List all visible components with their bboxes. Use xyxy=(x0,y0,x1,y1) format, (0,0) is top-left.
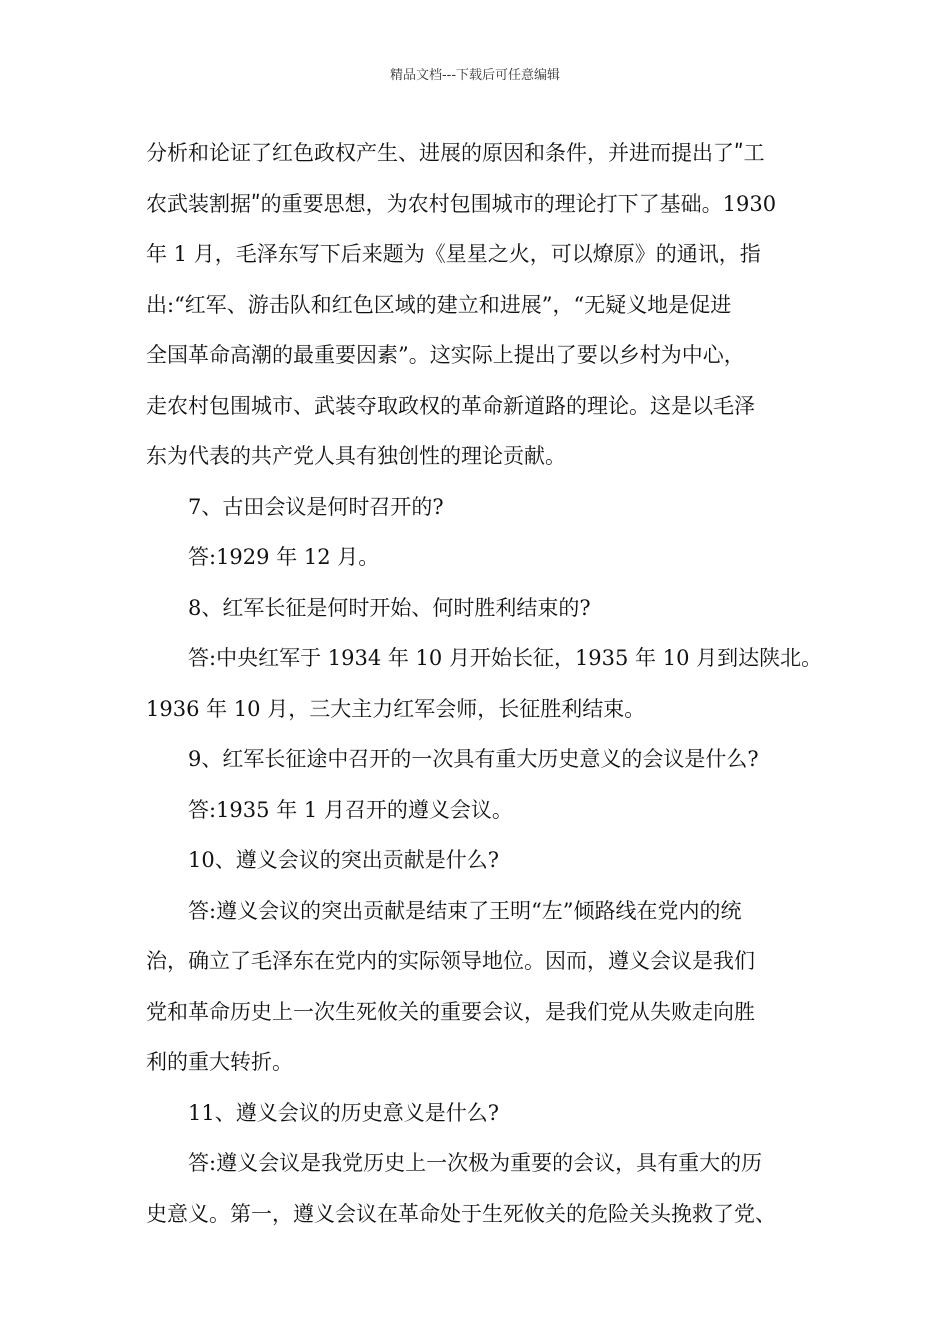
text-line: 分析和论证了红色政权产生、进展的原因和条件，并进而提出了ʺ工 xyxy=(146,141,765,165)
text-line: 出:“红军、游击队和红色区域的建立和进展”，“无疑义地是促进 xyxy=(146,292,732,317)
page-header: 精品文档---下载后可任意编辑 xyxy=(389,68,561,83)
document-body xyxy=(146,128,826,1239)
question-8: 8、红军长征是何时开始、何时胜利结束的? xyxy=(188,595,591,620)
text-line: 农武装割据ʺ的重要思想，为农村包围城市的理论打下了基础。1930 xyxy=(146,191,777,216)
question-9: 9、红军长征途中召开的一次具有重大历史意义的会议是什么? xyxy=(188,747,759,771)
text-line: 年 1 月，毛泽东写下后来题为《星星之火，可以燎原》的通讯，指 xyxy=(146,242,761,266)
question-10: 10、遵义会议的突出贡献是什么? xyxy=(188,848,499,872)
question-7: 7、古田会议是何时召开的? xyxy=(188,494,444,519)
text-line: 利的重大转折。 xyxy=(146,1050,293,1074)
text-line: 走农村包围城市、武装夺取政权的革命新道路的理论。这是以毛泽 xyxy=(146,393,755,418)
text-line: 史意义。第一，遵义会议在革命处于生死攸关的危险关头挽救了党、 xyxy=(146,1201,776,1226)
question-11: 11、遵义会议的历史意义是什么? xyxy=(188,1100,499,1125)
text-line: 全国革命高潮的最重要因素”。这实际上提出了要以乡村为中心， xyxy=(146,343,745,367)
answer-10: 答:遵义会议的突出贡献是结束了王明“左”倾路线在党内的统 xyxy=(188,898,742,923)
text-line: 1936 年 10 月，三大主力红军会师，长征胜利结束。 xyxy=(146,696,646,721)
text-line: 东为代表的共产党人具有独创性的理论贡献。 xyxy=(146,444,566,468)
answer-11: 答:遵义会议是我党历史上一次极为重要的会议，具有重大的历 xyxy=(188,1151,763,1175)
answer-7: 答:1929 年 12 月。 xyxy=(188,545,380,569)
answer-9: 答:1935 年 1 月召开的遵义会议。 xyxy=(188,797,513,822)
answer-8: 答:中央红军于 1934 年 10 月开始长征，1935 年 10 月到达陕北。 xyxy=(188,646,823,670)
text-line: 党和革命历史上一次生死攸关的重要会议，是我们党从失败走向胜 xyxy=(146,999,755,1024)
text-line: 治，确立了毛泽东在党内的实际领导地位。因而，遵义会议是我们 xyxy=(146,949,755,973)
